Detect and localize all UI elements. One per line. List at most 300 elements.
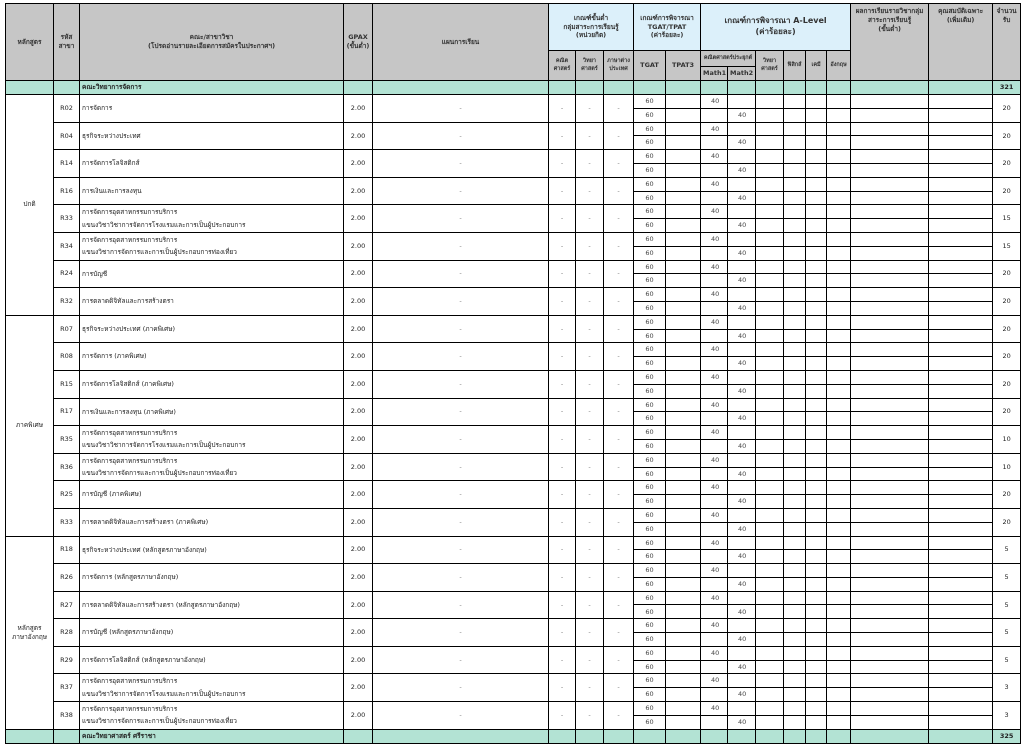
qualifications-value [929,398,993,412]
math2-value: 40 [728,274,756,288]
table-row [6,591,1021,605]
english-value [827,550,851,564]
tgat-value: 60 [634,315,666,329]
english-value [827,232,851,246]
physics-value [784,605,806,619]
min-units-science: - [576,232,604,260]
min-units-science: - [576,426,604,454]
empty-cell [549,729,576,743]
min-units-math: - [549,370,576,398]
plan-value: - [373,426,549,454]
chemistry-value [806,122,827,136]
empty-cell [784,729,806,743]
al-science-value [756,591,784,605]
al-science-value [756,426,784,440]
grades-value [851,439,929,453]
gpax-value: 2.00 [344,536,373,564]
math1-value: 40 [701,205,728,219]
gpax-value: 2.00 [344,702,373,730]
min-units-math: - [549,508,576,536]
al-science-value [756,633,784,647]
min-units-math: - [549,288,576,316]
chemistry-value [806,191,827,205]
tgat-value: 60 [634,481,666,495]
plan-value: - [373,536,549,564]
al-science-value [756,564,784,578]
gpax-value: 2.00 [344,481,373,509]
table-row [6,508,1021,522]
al-science-value [756,343,784,357]
plan-value: - [373,205,549,233]
tpat3-value [666,191,701,205]
min-units-math: - [549,426,576,454]
tgat-value: 60 [634,412,666,426]
min-units-science: - [576,702,604,730]
grades-value [851,522,929,536]
tpat3-value [666,702,701,716]
math2-value: 40 [728,357,756,371]
quota-value: 5 [993,591,1021,619]
gpax-value: 2.00 [344,619,373,647]
min-units-foreign: - [604,315,634,343]
english-value [827,481,851,495]
grades-value [851,191,929,205]
tgat-value: 60 [634,260,666,274]
faculty-total: 321 [993,81,1021,95]
tpat3-value [666,219,701,233]
qualifications-value [929,481,993,495]
chemistry-value [806,329,827,343]
table-row [6,370,1021,384]
major-name: การจัดการ [80,95,344,123]
min-units-foreign: - [604,702,634,730]
qualifications-value [929,108,993,122]
min-units-science: - [576,205,604,233]
qualifications-value [929,274,993,288]
empty-cell [344,729,373,743]
qualifications-value [929,191,993,205]
physics-value [784,550,806,564]
plan-value: - [373,95,549,123]
header-plan: แผนการเรียน [373,4,549,81]
chemistry-value [806,301,827,315]
chemistry-value [806,384,827,398]
major-code: R08 [54,343,80,371]
plan-value: - [373,564,549,592]
english-value [827,426,851,440]
math2-value: 40 [728,136,756,150]
math1-value [701,715,728,729]
tpat3-value [666,136,701,150]
tpat3-value [666,260,701,274]
english-value [827,536,851,550]
plan-value: - [373,370,549,398]
gpax-value: 2.00 [344,288,373,316]
physics-value [784,619,806,633]
english-value [827,191,851,205]
tpat3-value [666,370,701,384]
qualifications-value [929,564,993,578]
tgat-value: 60 [634,108,666,122]
math1-value: 40 [701,398,728,412]
al-science-value [756,288,784,302]
empty-cell [373,729,549,743]
al-science-value [756,646,784,660]
quota-value: 20 [993,370,1021,398]
math2-value [728,343,756,357]
tpat3-value [666,619,701,633]
tgat-value: 60 [634,688,666,702]
program-cell: ภาคพิเศษ [6,315,54,536]
major-code: R32 [54,288,80,316]
tgat-value: 60 [634,95,666,109]
al-science-value [756,301,784,315]
min-units-science: - [576,260,604,288]
min-units-math: - [549,343,576,371]
tgat-value: 60 [634,274,666,288]
english-value [827,150,851,164]
english-value [827,260,851,274]
header-english: อังกฤษ [827,51,851,81]
grades-value [851,715,929,729]
chemistry-value [806,150,827,164]
grades-value [851,467,929,481]
english-value [827,315,851,329]
math2-value [728,564,756,578]
grades-value [851,219,929,233]
major-name: การบัญชี (หลักสูตรภาษาอังกฤษ) [80,619,344,647]
grades-value [851,508,929,522]
math2-value: 40 [728,467,756,481]
major-code: R37 [54,674,80,702]
gpax-value: 2.00 [344,95,373,123]
gpax-value: 2.00 [344,398,373,426]
al-science-value [756,688,784,702]
plan-value: - [373,288,549,316]
math1-value: 40 [701,343,728,357]
major-code: R26 [54,564,80,592]
tgat-value: 60 [634,343,666,357]
tgat-value: 60 [634,591,666,605]
math2-value [728,315,756,329]
math2-value [728,150,756,164]
math2-value: 40 [728,163,756,177]
tpat3-value [666,467,701,481]
math1-value: 40 [701,508,728,522]
tgat-value: 60 [634,605,666,619]
qualifications-value [929,715,993,729]
plan-value: - [373,122,549,150]
major-code: R34 [54,232,80,260]
math2-value [728,370,756,384]
al-science-value [756,536,784,550]
english-value [827,384,851,398]
major-name: การบัญชี (ภาคพิเศษ) [80,481,344,509]
math1-value [701,439,728,453]
english-value [827,95,851,109]
al-science-value [756,232,784,246]
chemistry-value [806,715,827,729]
table-row [6,674,1021,688]
qualifications-value [929,633,993,647]
min-units-science: - [576,95,604,123]
min-units-math: - [549,205,576,233]
english-value [827,660,851,674]
tpat3-value [666,660,701,674]
al-science-value [756,453,784,467]
al-science-value [756,715,784,729]
grades-value [851,301,929,315]
physics-value [784,495,806,509]
qualifications-value [929,232,993,246]
tpat3-value [666,688,701,702]
chemistry-value [806,260,827,274]
grades-value [851,495,929,509]
major-name: การจัดการอุตสาหกรรมการบริการ แขนงวิชาวิชาการจัดการโรงแรมและการเป็นผู้ประกอบการ [80,674,344,702]
tpat3-value [666,288,701,302]
physics-value [784,564,806,578]
min-units-science: - [576,646,604,674]
grades-value [851,550,929,564]
tpat3-value [666,522,701,536]
grades-value [851,536,929,550]
al-science-value [756,412,784,426]
grades-value [851,591,929,605]
major-code: R28 [54,619,80,647]
chemistry-value [806,219,827,233]
physics-value [784,688,806,702]
major-name: การจัดการอุตสาหกรรมการบริการ แขนงวิชาวิชาการจัดการโรงแรมและการเป็นผู้ประกอบการ [80,205,344,233]
chemistry-value [806,343,827,357]
math1-value: 40 [701,370,728,384]
physics-value [784,343,806,357]
physics-value [784,674,806,688]
table-row [6,95,1021,109]
grades-value [851,453,929,467]
physics-value [784,370,806,384]
math1-value: 40 [701,122,728,136]
table-row [6,702,1021,716]
empty-cell [756,729,784,743]
header-qualifications: คุณสมบัติเฉพาะ (เพิ่มเติม) [929,4,993,81]
quota-value: 3 [993,674,1021,702]
tgat-value: 60 [634,246,666,260]
min-units-math: - [549,481,576,509]
math1-value: 40 [701,674,728,688]
al-science-value [756,550,784,564]
english-value [827,398,851,412]
empty-cell [6,729,54,743]
tgat-value: 60 [634,150,666,164]
gpax-value: 2.00 [344,260,373,288]
tgat-value: 60 [634,467,666,481]
english-value [827,495,851,509]
min-units-math: - [549,177,576,205]
physics-value [784,702,806,716]
al-science-value [756,315,784,329]
major-code: R25 [54,481,80,509]
qualifications-value [929,150,993,164]
tpat3-value [666,577,701,591]
table-row [6,619,1021,633]
header-science: วิทยา ศาสตร์ [576,51,604,81]
table-row [6,260,1021,274]
min-units-science: - [576,398,604,426]
al-science-value [756,150,784,164]
al-science-value [756,136,784,150]
min-units-science: - [576,315,604,343]
table-row [6,343,1021,357]
header-tgat: TGAT [634,51,666,81]
quota-value: 3 [993,702,1021,730]
min-units-science: - [576,508,604,536]
chemistry-value [806,550,827,564]
tgat-value: 60 [634,370,666,384]
qualifications-value [929,260,993,274]
tpat3-value [666,550,701,564]
gpax-value: 2.00 [344,564,373,592]
tgat-value: 60 [634,660,666,674]
grades-value [851,660,929,674]
min-units-math: - [549,398,576,426]
chemistry-value [806,674,827,688]
grades-value [851,136,929,150]
al-science-value [756,205,784,219]
quota-value: 5 [993,536,1021,564]
quota-value: 20 [993,481,1021,509]
math1-value: 40 [701,619,728,633]
physics-value [784,577,806,591]
header-chemistry: เคมี [806,51,827,81]
empty-cell [827,729,851,743]
min-units-science: - [576,288,604,316]
empty-cell [806,729,827,743]
qualifications-value [929,426,993,440]
qualifications-value [929,357,993,371]
major-code: R16 [54,177,80,205]
tgat-value: 60 [634,191,666,205]
tpat3-value [666,453,701,467]
tpat3-value [666,633,701,647]
math2-value: 40 [728,495,756,509]
math2-value [728,232,756,246]
table-row [6,232,1021,246]
major-name: การจัดการอุตสาหกรรมการบริการ แขนงวิชาการจัดการและการเป็นผู้ประกอบการท่องเที่ยว [80,232,344,260]
qualifications-value [929,205,993,219]
qualifications-value [929,136,993,150]
min-units-math: - [549,315,576,343]
min-units-math: - [549,674,576,702]
chemistry-value [806,591,827,605]
physics-value [784,219,806,233]
english-value [827,246,851,260]
major-name: การจัดการ (ภาคพิเศษ) [80,343,344,371]
min-units-foreign: - [604,619,634,647]
qualifications-value [929,550,993,564]
major-name: การเงินและการลงทุน [80,177,344,205]
al-science-value [756,357,784,371]
grades-value [851,315,929,329]
empty-cell [576,729,604,743]
physics-value [784,177,806,191]
math2-value: 40 [728,384,756,398]
gpax-value: 2.00 [344,508,373,536]
math1-value [701,108,728,122]
physics-value [784,205,806,219]
english-value [827,439,851,453]
major-name: การตลาดดิจิทัลและการสร้างตรา (หลักสูตรภาษาอังกฤษ) [80,591,344,619]
grades-value [851,177,929,191]
math1-value [701,688,728,702]
math2-value: 40 [728,688,756,702]
min-units-science: - [576,674,604,702]
grades-value [851,370,929,384]
empty-cell [604,729,634,743]
tpat3-value [666,95,701,109]
plan-value: - [373,508,549,536]
math2-value [728,591,756,605]
physics-value [784,467,806,481]
table-row [6,315,1021,329]
math1-value [701,522,728,536]
chemistry-value [806,522,827,536]
math2-value: 40 [728,191,756,205]
tpat3-value [666,412,701,426]
qualifications-value [929,370,993,384]
math2-value [728,177,756,191]
table-row [6,646,1021,660]
plan-value: - [373,674,549,702]
qualifications-value [929,177,993,191]
tgat-value: 60 [634,384,666,398]
min-units-foreign: - [604,398,634,426]
min-units-math: - [549,95,576,123]
grades-value [851,274,929,288]
major-name: การจัดการอุตสาหกรรมการบริการ แขนงวิชาการจัดการและการเป็นผู้ประกอบการท่องเที่ยว [80,453,344,481]
physics-value [784,191,806,205]
grades-value [851,674,929,688]
physics-value [784,274,806,288]
quota-value: 20 [993,315,1021,343]
tpat3-value [666,674,701,688]
tgat-value: 60 [634,674,666,688]
plan-value: - [373,315,549,343]
tpat3-value [666,177,701,191]
grades-value [851,605,929,619]
qualifications-value [929,495,993,509]
tgat-value: 60 [634,508,666,522]
min-units-math: - [549,536,576,564]
tgat-value: 60 [634,177,666,191]
chemistry-value [806,688,827,702]
chemistry-value [806,357,827,371]
major-name: ธุรกิจระหว่างประเทศ [80,122,344,150]
qualifications-value [929,605,993,619]
qualifications-value [929,219,993,233]
quota-value: 20 [993,122,1021,150]
math2-value: 40 [728,577,756,591]
english-value [827,688,851,702]
chemistry-value [806,660,827,674]
al-science-value [756,329,784,343]
table-row [6,481,1021,495]
math2-value [728,453,756,467]
math2-value: 40 [728,660,756,674]
major-name: การตลาดดิจิทัลและการสร้างตรา (ภาคพิเศษ) [80,508,344,536]
math1-value: 40 [701,232,728,246]
math2-value: 40 [728,439,756,453]
tpat3-value [666,591,701,605]
